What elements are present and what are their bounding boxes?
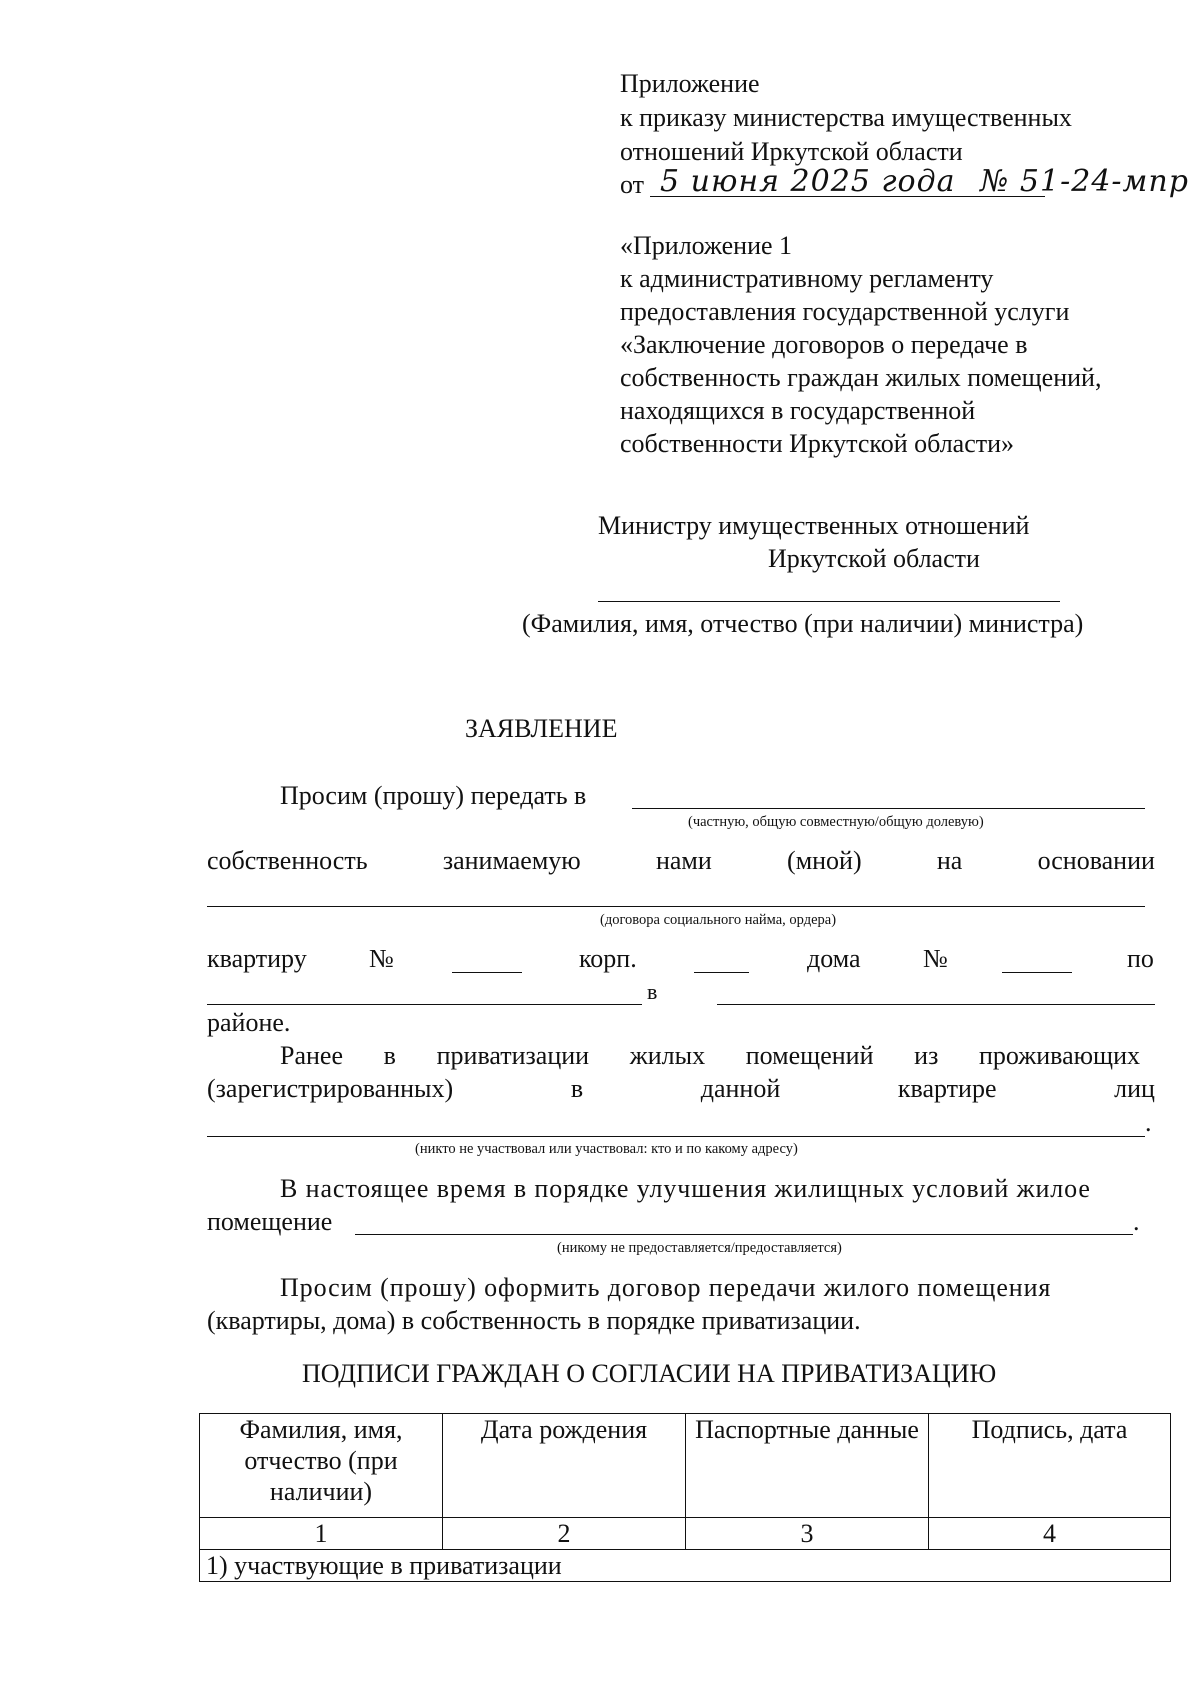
ownership-caption: (частную, общую совместную/общую долевую) — [688, 814, 984, 830]
word: квартире — [897, 1074, 997, 1103]
prior-caption: (никто не участвовал или участвовал: кто и по какому адресу) — [415, 1141, 798, 1157]
word: из — [914, 1041, 939, 1070]
appendix1-line-6: находящихся в государственной — [620, 396, 976, 425]
word: данной — [700, 1074, 781, 1103]
appendix1-line-4: «Заключение договоров о передаче в — [620, 330, 1028, 359]
word: дома — [807, 944, 861, 973]
addressee-line-2: Иркутской области — [768, 544, 980, 573]
word: жилых — [629, 1041, 706, 1070]
row-registered-persons — [207, 1073, 1155, 1105]
word: лиц — [1114, 1074, 1155, 1103]
header-birth-date: Дата рождения — [443, 1414, 686, 1518]
column-number: 4 — [929, 1518, 1171, 1550]
basis-caption: (договора социального найма, ордера) — [600, 912, 837, 928]
appendix1-line-3: предоставления государственной услуги — [620, 297, 1070, 326]
header-full-name: Фамилия, имя, отчество (при наличии) — [200, 1414, 443, 1518]
row-apartment — [207, 943, 1155, 975]
section-participants: 1) участвующие в приватизации — [200, 1550, 1171, 1582]
word: в — [383, 1041, 396, 1070]
word: занимаемую — [442, 846, 581, 875]
appendix-line-3: отношений Иркутской области — [620, 137, 963, 166]
building-field[interactable] — [694, 972, 749, 973]
word: № — [923, 944, 948, 973]
column-number: 1 — [200, 1518, 443, 1550]
apartment-number-field[interactable] — [452, 972, 522, 973]
handwritten-date: 5 июня 2025 года — [660, 164, 956, 199]
appendix1-line-7: собственности Иркутской области» — [620, 429, 1015, 458]
minister-caption: (Фамилия, имя, отчество (при наличии) министра) — [522, 609, 1084, 638]
row-ownership-basis — [207, 845, 1155, 877]
word: в — [570, 1074, 584, 1103]
district-field[interactable] — [717, 1004, 1155, 1005]
house-number-field[interactable] — [1002, 972, 1072, 973]
signatures-table — [199, 1413, 1171, 1582]
request-text: Просим (прошу) передать в — [280, 781, 587, 810]
word: нами — [655, 846, 712, 875]
table-section-row — [200, 1550, 1171, 1582]
word: (зарегистрированных) — [207, 1074, 454, 1103]
housing-text-line-2: помещение — [207, 1207, 333, 1236]
handwritten-number: № 51-24-мпр — [980, 164, 1189, 199]
provided-caption: (никому не предоставляется/предоставляется) — [557, 1240, 842, 1256]
housing-provided-field[interactable] — [355, 1234, 1133, 1235]
word: помещений — [745, 1041, 874, 1070]
basis-field[interactable] — [207, 906, 1145, 907]
word: собственность — [207, 846, 368, 875]
row-prior-privatization — [280, 1040, 1140, 1072]
word: корп. — [579, 944, 637, 973]
district-word: районе. — [207, 1008, 291, 1037]
period: . — [1133, 1207, 1140, 1236]
prior-privatization-field[interactable] — [207, 1136, 1145, 1137]
word: проживающих — [979, 1041, 1140, 1070]
word: приватизации — [436, 1041, 590, 1070]
street-field[interactable] — [207, 1004, 642, 1005]
word: (мной) — [787, 846, 862, 875]
header-signature: Подпись, дата — [929, 1414, 1171, 1518]
addressee-line-1: Министру имущественных отношений — [598, 511, 1030, 540]
appendix1-line-2: к административному регламенту — [620, 264, 994, 293]
page-title: ЗАЯВЛЕНИЕ — [465, 714, 618, 743]
word: № — [369, 944, 394, 973]
appendix-from: от — [620, 170, 645, 199]
word: по — [1127, 944, 1154, 973]
column-number: 2 — [443, 1518, 686, 1550]
minister-name-field[interactable] — [598, 601, 1060, 602]
word: квартиру — [207, 944, 307, 973]
appendix1-line-1: «Приложение 1 — [620, 231, 793, 260]
appendix-line-2: к приказу министерства имущественных — [620, 103, 1072, 132]
column-number: 3 — [686, 1518, 929, 1550]
contract-text-line-1: Просим (прошу) оформить договор передачи жилого помещения — [280, 1273, 1052, 1302]
housing-text-line-1: В настоящее время в порядке улучшения жилищных условий жилое — [280, 1174, 1091, 1203]
appendix-line-1: Приложение — [620, 69, 760, 98]
header-passport: Паспортные данные — [686, 1414, 929, 1518]
table-number-row — [200, 1518, 1171, 1550]
signatures-title: ПОДПИСИ ГРАЖДАН О СОГЛАСИИ НА ПРИВАТИЗАЦИЮ — [302, 1359, 997, 1388]
ownership-type-field[interactable] — [632, 808, 1145, 809]
contract-text-line-2: (квартиры, дома) в собственность в порядке приватизации. — [207, 1306, 861, 1335]
word: основании — [1037, 846, 1155, 875]
period: . — [1145, 1108, 1152, 1137]
word: Ранее — [280, 1041, 343, 1070]
table-header-row — [200, 1414, 1171, 1518]
word: на — [936, 846, 963, 875]
appendix1-line-5: собственность граждан жилых помещений, — [620, 363, 1102, 392]
in-word: в — [647, 979, 658, 1004]
